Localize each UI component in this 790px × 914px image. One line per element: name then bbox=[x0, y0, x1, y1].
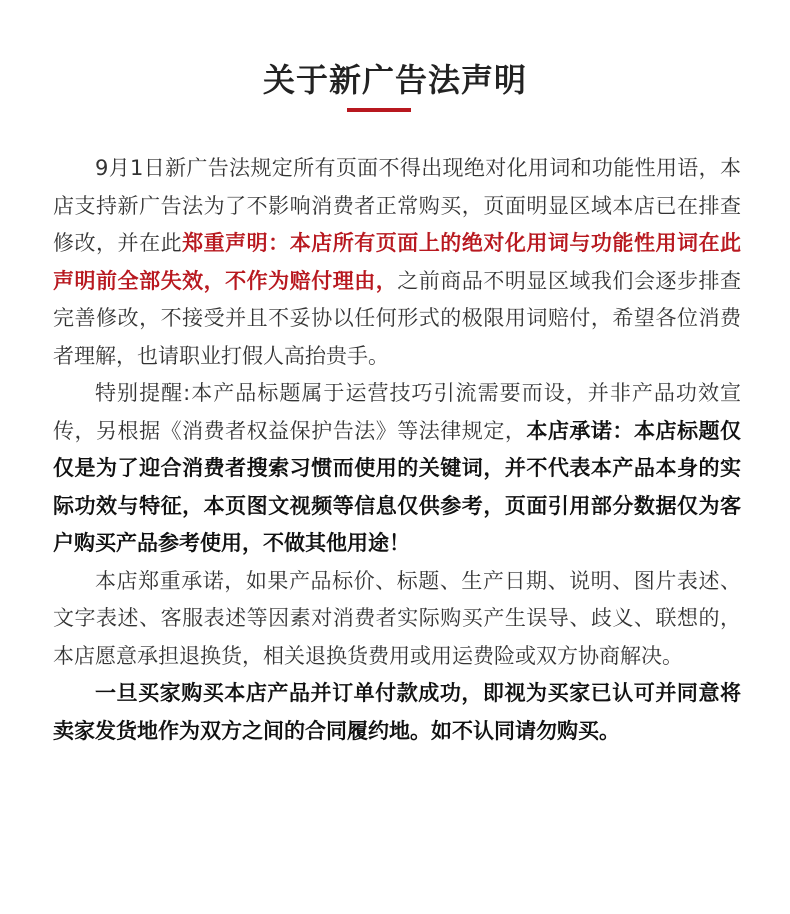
statement-body bbox=[53, 150, 741, 750]
paragraph-1 bbox=[53, 150, 741, 375]
title-underline bbox=[347, 108, 411, 112]
paragraph-1-continued: 之前商品不明显区域我们会逐步排查完善修改，不接受并且不妥协以任何形式的极限用词赔付，希望各位消费者理解，也请职业打假人高抬贵手。 bbox=[53, 268, 742, 368]
paragraph-3: 本店郑重承诺，如果产品标价、标题、生产日期、说明、图片表述、文字表述、客服表述等因素对消费者实际购买产生误导、歧义、联想的，本店愿意承担退换货，相关退换货费用或用运费险或双方协商解决。 bbox=[53, 568, 741, 668]
special-reminder-text: 特别提醒:本产品标题属于运营技巧引流需要而设，并非产品功效宣传，另根据《消费者权益保护告法》等法律规定， bbox=[53, 381, 741, 443]
page-title: 关于新广告法声明 bbox=[262, 61, 527, 99]
paragraph-4: 一旦买家购买本店产品并订单付款成功，即视为买家已认可并同意将卖家发货地作为双方之间的合同履约地。如不认同请勿购买。 bbox=[53, 681, 741, 743]
paragraph-1-text: 9月1日新广告法规定所有页面不得出现绝对化用词和功能性用语，本店支持新广告法为了不影响消费者正常购买，页面明显区域本店已在排查修改，并在此 bbox=[53, 156, 741, 255]
store-promise-text: 本店承诺：本店标题仅仅是为了迎合消费者搜索习惯而使用的关键词，并不代表本产品本身的实际功效与特征，本页图文视频等信息仅供参考，页面引用部分数据仅为客户购买产品参考使用，不做其他用途！ bbox=[53, 418, 742, 555]
solemn-declaration-text: 郑重声明：本店所有页面上的绝对化用词与功能性用词在此声明前全部失效，不作为赔付理由， bbox=[53, 231, 742, 293]
paragraph-2 bbox=[53, 375, 741, 563]
